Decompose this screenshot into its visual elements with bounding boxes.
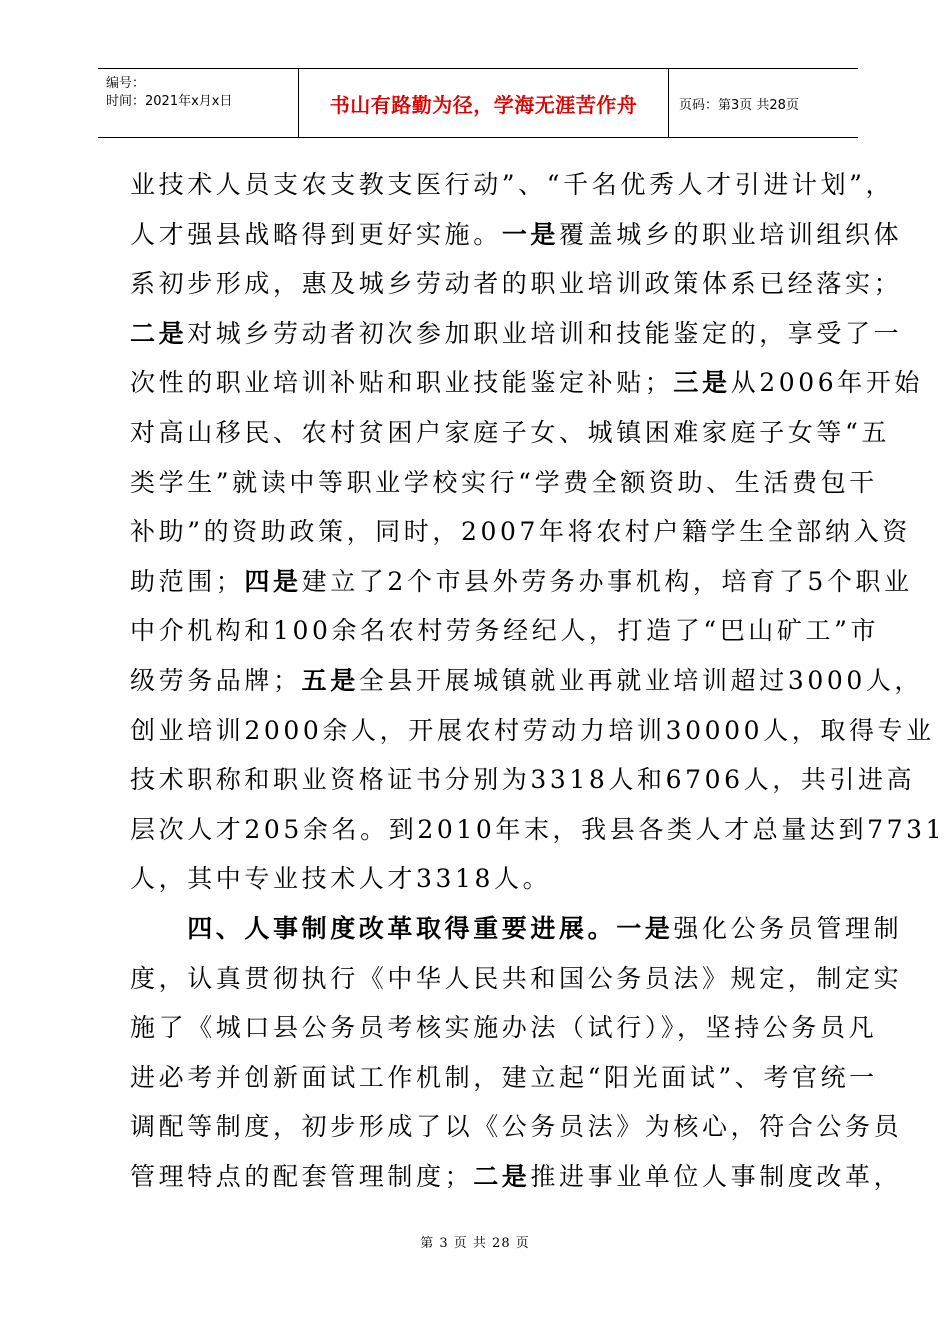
text-line xyxy=(130,706,935,756)
text-run: 补助”的资助政策，同时，2007年将农村户籍学生全部纳入资 xyxy=(130,517,911,547)
text-line xyxy=(130,358,924,408)
text-run: 技术职称和职业资格证书分别为3318人和6706人，共引进高 xyxy=(130,765,916,795)
text-line xyxy=(130,507,911,557)
text-line xyxy=(130,210,903,260)
text-run: 业技术人员支农支教支医行动”、“千名优秀人才引进计划”， xyxy=(130,170,895,199)
text-run: 人才强县战略得到更好实施。 xyxy=(130,219,502,249)
bold-text: 一是 xyxy=(501,219,560,249)
text-run: 推进事业单位人事制度改革， xyxy=(530,1161,903,1191)
text-run: 级劳务品牌； xyxy=(130,665,302,695)
text-run: 中介机构和100余名农村劳务经纪人，打造了“巴山矿工”市 xyxy=(130,616,880,646)
page-footer: 第 3 页 共 28 页 xyxy=(420,1236,530,1251)
text-line xyxy=(130,408,890,458)
text-line xyxy=(130,606,880,656)
text-run: 助范围； xyxy=(130,566,245,596)
text-line xyxy=(130,1102,903,1152)
text-run xyxy=(130,914,187,943)
text-run: 全县开展城镇就业再就业培训超过3000人， xyxy=(358,665,924,695)
header-page-info: 页码：第3页 共28页 xyxy=(679,97,799,113)
text-run: 从2006年开始 xyxy=(730,368,924,398)
text-line xyxy=(130,160,895,210)
text-line xyxy=(130,755,916,805)
bold-text: 三是 xyxy=(673,368,731,398)
text-run: 次性的职业培训补贴和职业技能鉴定补贴； xyxy=(130,368,674,398)
text-run: 对城乡劳动者初次参加职业培训和技能鉴定的，享受了一 xyxy=(187,318,903,348)
document-body xyxy=(130,160,946,1201)
header-meta xyxy=(98,69,299,137)
bold-text: 四、人事制度改革取得重要进展。一是 xyxy=(187,913,674,943)
bold-text: 二是 xyxy=(473,1161,531,1191)
document-number-label: 编号： xyxy=(106,76,146,91)
text-line xyxy=(130,458,878,508)
text-line xyxy=(130,805,946,855)
text-run: 建立了2个市县外劳务办事机构，培育了5个职业 xyxy=(301,566,913,596)
text-run: 调配等制度，初步形成了以《公务员法》为核心，符合公务员 xyxy=(130,1112,903,1142)
document-date: 时间：2021年x月x日 xyxy=(106,94,233,109)
text-line xyxy=(130,259,903,309)
text-run: 创业培训2000余人，开展农村劳动力培训30000人，取得专业 xyxy=(130,715,935,745)
text-run: 层次人才205余名。到2010年末，我县各类人才总量达到7731 xyxy=(130,814,946,844)
text-run: 施了《城口县公务员考核实施办法（试行）》，坚持公务员凡 xyxy=(130,1013,878,1043)
text-line xyxy=(130,1152,903,1202)
text-line xyxy=(130,1053,878,1103)
text-run: 类学生”就读中等职业学校实行“学费全额资助、生活费包干 xyxy=(130,467,878,497)
text-run: 强化公务员管理制 xyxy=(673,913,903,943)
text-line xyxy=(130,1003,878,1053)
header-motto: 书山有路勤为径，学海无涯苦作舟 xyxy=(299,69,669,137)
page-header xyxy=(98,68,858,138)
text-line xyxy=(130,309,903,359)
text-run: 度，认真贯彻执行《中华人民共和国公务员法》规定，制定实 xyxy=(130,963,903,993)
text-line xyxy=(130,557,913,607)
bold-text: 二是 xyxy=(130,318,188,348)
text-run: 对高山移民、农村贫困户家庭子女、城镇困难家庭子女等“五 xyxy=(130,417,890,447)
text-line xyxy=(130,854,860,904)
text-run: 人，其中专业技术人才3318人。 xyxy=(130,864,552,894)
bold-text: 五是 xyxy=(301,665,359,695)
text-line xyxy=(130,954,903,1004)
bold-text: 四是 xyxy=(244,566,302,596)
text-line xyxy=(130,904,903,954)
text-line xyxy=(130,656,924,706)
text-run: 系初步形成，惠及城乡劳动者的职业培训政策体系已经落实； xyxy=(130,269,903,299)
text-run: 覆盖城乡的职业培训组织体 xyxy=(559,219,903,249)
text-run: 管理特点的配套管理制度； xyxy=(130,1161,474,1191)
text-run: 进必考并创新面试工作机制，建立起“阳光面试”、考官统一 xyxy=(130,1062,878,1092)
